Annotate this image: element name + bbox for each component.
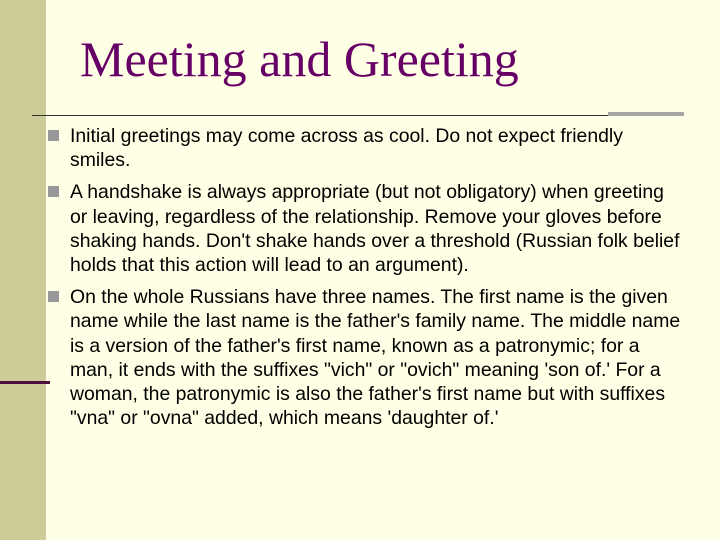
side-bar xyxy=(0,0,46,540)
square-bullet-icon xyxy=(48,186,59,197)
bullet-text: On the whole Russians have three names. The first name is the given name while the last name is the father's family name. The middle name is a version of the father's first name, known as a patronymic; for a man, it ends with the suffixes "vich" or "ovich" meaning 'son of.' For a woman, the patronymic is also the father's first name but with suffixes "vna" or "ovna" added, which means 'daughter of.' xyxy=(70,286,681,430)
bullet-text: A handshake is always appropriate (but not obligatory) when greeting or leaving, regardless of the relationship. Remove your gloves before shaking hands. Don't shake hands over a threshold (Russian folk belief holds that this action will lead to an argument). xyxy=(70,181,680,277)
side-bar-accent xyxy=(0,381,50,384)
bullet-item xyxy=(48,285,684,430)
bullet-text: Initial greetings may come across as cool. Do not expect friendly smiles. xyxy=(70,125,623,172)
title-divider xyxy=(32,115,682,116)
title-divider-accent xyxy=(608,112,684,116)
square-bullet-icon xyxy=(48,291,59,302)
bullet-item xyxy=(48,124,684,172)
bullet-item xyxy=(48,180,684,277)
square-bullet-icon xyxy=(48,130,59,141)
bullet-list xyxy=(48,124,684,438)
slide-title: Meeting and Greeting xyxy=(80,31,519,87)
